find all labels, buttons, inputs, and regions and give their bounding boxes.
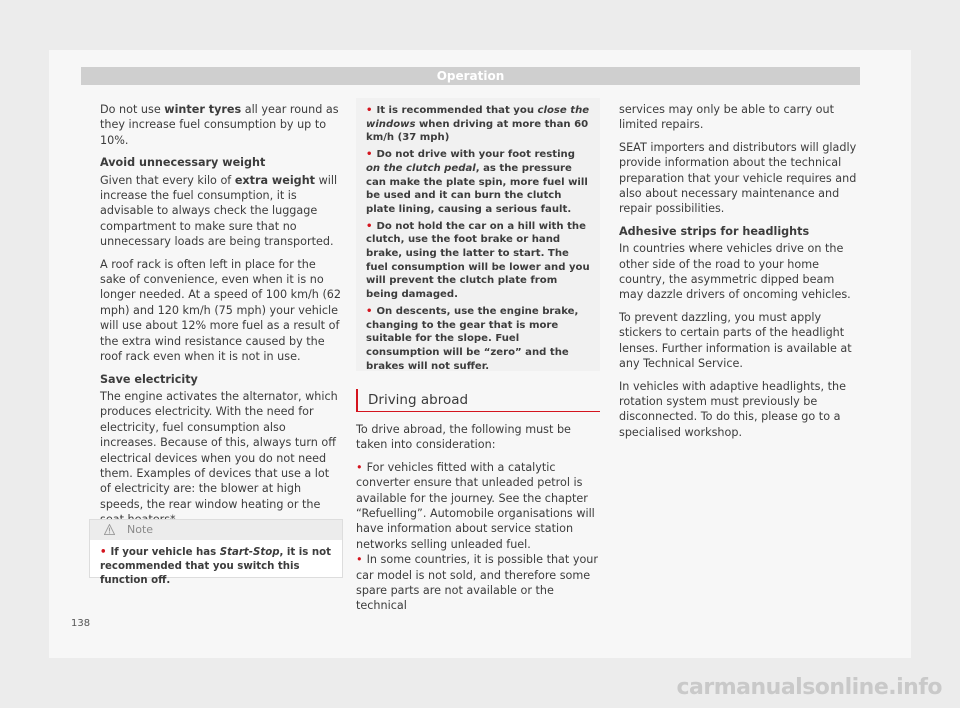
info-icon xyxy=(104,524,115,535)
bullet-icon: • xyxy=(366,305,373,317)
column-right xyxy=(619,102,859,447)
section-heading xyxy=(356,389,600,412)
list-item: • For vehicles fitted with a catalytic converter ensure that unleaded petrol is available for the journey. See the chapter “Refuelling”. Automobile organisations will have information about service station networks selling unleaded fuel. xyxy=(356,460,595,551)
tip-item: • Do not drive with your foot resting on the clutch pedal, as the pressure can make the plate spin, more fuel will be used and it can burn the clutch plate lining, causing a serious fault. xyxy=(366,149,588,215)
note-header xyxy=(90,520,342,540)
bullet-icon: • xyxy=(100,547,107,558)
heading-adhesive-strips: Adhesive strips for headlights xyxy=(619,224,810,238)
paragraph-dipped-beam: In countries where vehicles drive on the other side of the road to your home country, the asymmetric dipped beam may dazzle drivers of oncoming vehicles. xyxy=(619,242,851,302)
bullet-icon: • xyxy=(356,460,363,474)
tips-box xyxy=(356,98,600,371)
paragraph-roof-rack: A roof rack is often left in place for the sake of convenience, even when it is no longer needed. At a speed of 100 km/h (62 mph) and 120 km/h (75 mph) your vehicle will use about 12% more fuel as a result of the extra wind resistance caused by the roof rack even when it is not in use. xyxy=(100,257,342,364)
tip-item: • On descents, use the engine brake, changing to the gear that is more suitable for the slope. Fuel consumption will be “zero” and the brakes will not suffer. xyxy=(366,305,579,372)
heading-avoid-weight: Avoid unnecessary weight xyxy=(100,156,266,170)
heading-save-electricity: Save electricity xyxy=(100,372,198,386)
watermark-logo: carmanualsonline.info xyxy=(676,675,942,700)
section-marker xyxy=(356,389,358,411)
paragraph-limited-repairs: services may only be able to carry out limited repairs. xyxy=(619,103,834,132)
tip-item: • It is recommended that you close the windows when driving at more than 60 km/h (37 mph) xyxy=(366,105,590,144)
section-title: Driving abroad xyxy=(368,392,469,408)
list-item: • In some countries, it is possible that your car model is not sold, and therefore some spare parts are not available or the technical xyxy=(356,553,598,613)
paragraph-adaptive-headlights: In vehicles with adaptive headlights, the rotation system must previously be disconnected. To do this, please go to a specialised workshop. xyxy=(619,379,846,439)
paragraph-winter-tyres: Do not use winter tyres all year round as they increase fuel consumption by up to 10%. xyxy=(100,103,339,147)
column-middle-text xyxy=(356,422,600,614)
column-left xyxy=(100,102,342,535)
paragraph-seat-importers: SEAT importers and distributors will gladly provide information about the technical preparation that your vehicle requires and also about necessary maintenance and repair possibilities. xyxy=(619,140,857,216)
paragraph-stickers: To prevent dazzling, you must apply stickers to certain parts of the headlight lenses. Further information is available at any Technical Service. xyxy=(619,310,852,371)
tip-item: • Do not hold the car on a hill with the clutch, use the foot brake or hand brake, using the latter to start. The fuel consumption will be lower and you will prevent the clutch plate from being damaged. xyxy=(366,220,590,301)
bullet-icon: • xyxy=(366,149,373,161)
note-title: Note xyxy=(127,523,154,536)
note-box xyxy=(89,519,343,586)
note-item: • If your vehicle has Start-Stop, it is not recommended that you switch this function off. xyxy=(100,547,332,586)
paragraph-electricity: The engine activates the alternator, which produces electricity. With the need for electricity, fuel consumption also increases. Because of this, always turn off electrical devices when you do not need them. Examples of devices that use a lot of electricity are: the blower at high speeds, the rear window heating or the xyxy=(100,389,338,511)
paragraph-driving-abroad-intro: To drive abroad, the following must be taken into consideration: xyxy=(356,423,571,452)
bullet-icon: • xyxy=(356,553,363,567)
bullet-icon: • xyxy=(366,220,373,232)
bullet-icon: • xyxy=(366,105,373,116)
page-number: 138 xyxy=(71,618,91,629)
paragraph-extra-weight: Given that every kilo of extra weight will increase the fuel consumption, it is advisable to always check the luggage compartment to make sure that no unnecessary loads are being transported. xyxy=(100,173,338,249)
page-header: Operation xyxy=(81,67,860,85)
